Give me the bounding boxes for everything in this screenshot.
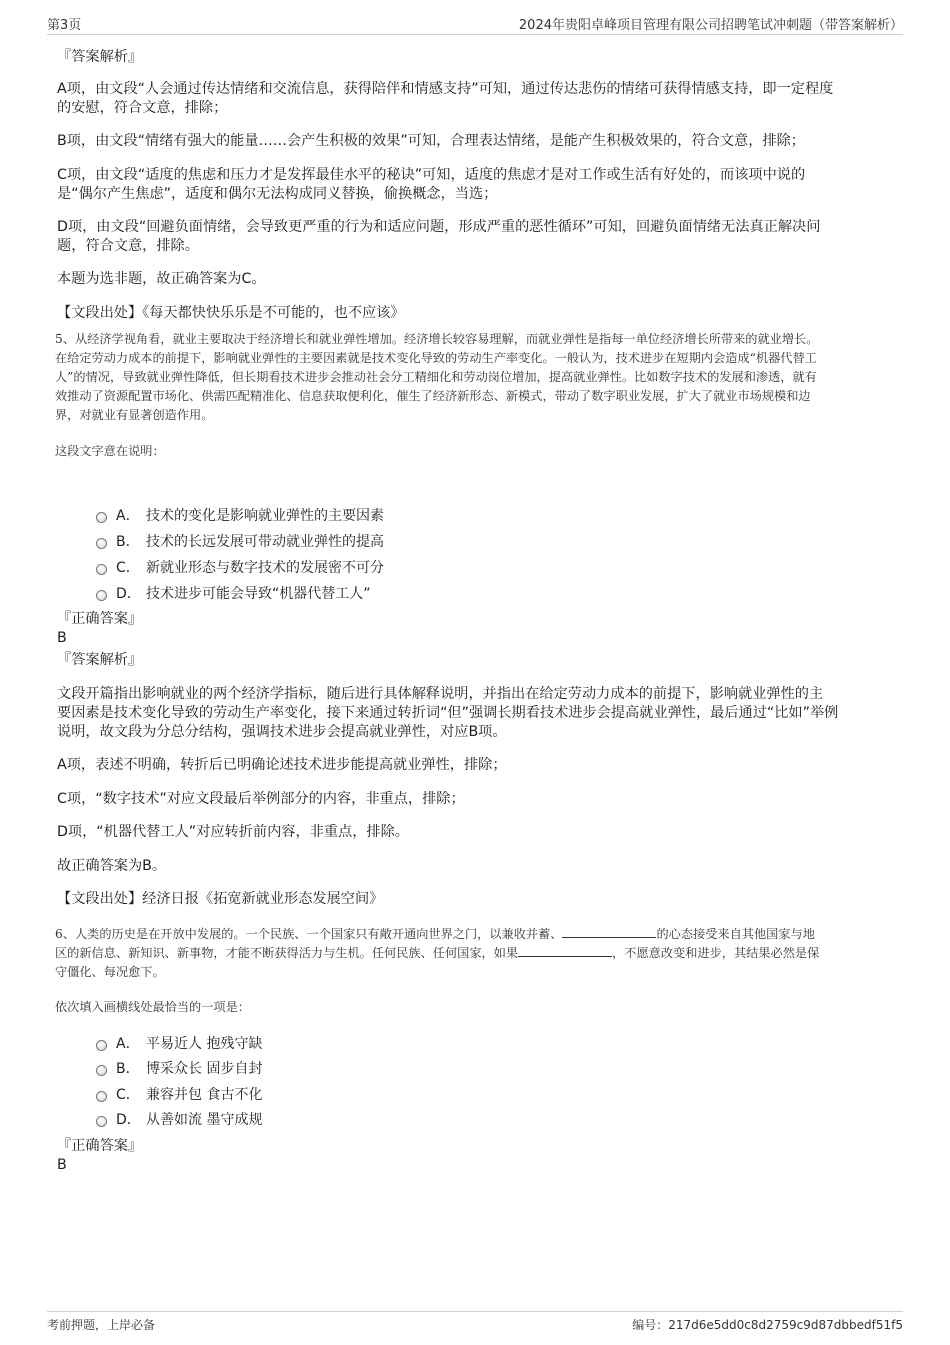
fill-blank-1: [562, 925, 656, 938]
radio-icon[interactable]: [96, 590, 107, 601]
radio-icon[interactable]: [96, 1040, 107, 1051]
radio-icon[interactable]: [96, 564, 107, 575]
q5-conclusion: 故正确答案为B。: [57, 858, 167, 874]
q5-question: 这段文字意在说明：: [55, 444, 165, 458]
radio-icon[interactable]: [96, 1065, 107, 1076]
radio-icon[interactable]: [96, 538, 107, 549]
document-code: 编号：217d6e5dd0c8d2759c9d87dbbedf51f5: [632, 1318, 903, 1332]
answer-analysis-label: 『答案解析』: [57, 49, 143, 65]
analysis-d-line2: 题，符合文意，排除。: [57, 238, 199, 254]
conclusion: 本题为选非题，故正确答案为C。: [57, 271, 266, 287]
q5-correct-answer: B: [57, 630, 67, 646]
q5-analysis-line3: 说明，故文段为分总分结构，强调技术进步会提高就业弹性，对应B项。: [57, 724, 507, 740]
q5-option-b[interactable]: B． 技术的长远发展可带动就业弹性的提高: [96, 530, 384, 552]
q5-correct-answer-label: 『正确答案』: [57, 611, 143, 627]
footer-slogan: 考前押题，上岸必备: [47, 1318, 156, 1332]
q5-note-d: D项，“机器代替工人”对应转折前内容，非重点，排除。: [57, 824, 409, 840]
q6-question: 依次填入画横线处最恰当的一项是：: [55, 1000, 250, 1014]
q6-option-d[interactable]: D． 从善如流 墨守成规: [96, 1108, 262, 1130]
page-number: 第3页: [47, 18, 82, 33]
radio-icon[interactable]: [96, 1116, 107, 1127]
q5-analysis-line1: 文段开篇指出影响就业的两个经济学指标，随后进行具体解释说明，并指出在给定劳动力成本的前提下，影响就业弹性的主: [57, 686, 824, 702]
analysis-c-line2: 是“偶尔产生焦虑”，适度和偶尔无法构成同义替换，偷换概念，当选；: [57, 186, 498, 202]
q5-option-d[interactable]: D． 技术进步可能会导致“机器代替工人”: [96, 582, 371, 604]
q5-passage-line5: 界，对就业有显著创造作用。: [55, 408, 214, 422]
page-header: [47, 14, 903, 35]
fill-blank-2: [518, 944, 612, 957]
q5-analysis-line2: 要因素是技术变化导致的劳动生产率变化，接下来通过转折词“但”强调长期看技术进步会提高就业弹性，最后通过“比如”举例: [57, 705, 839, 721]
q5-option-c[interactable]: C． 新就业形态与数字技术的发展密不可分: [96, 556, 384, 578]
analysis-c-line1: C项，由文段“适度的焦虑和压力才是发挥最佳水平的秘诀”可知，适度的焦虑才是对工作或生活有好处的，而该项中说的: [57, 167, 806, 183]
q6-correct-answer-label: 『正确答案』: [57, 1138, 143, 1154]
q5-passage-line3: 人”的情况，导致就业弹性降低，但长期看技术进步会推动社会分工精细化和劳动岗位增加，提高就业弹性。比如数字技术的发展和渗透，就有: [55, 370, 817, 384]
page-footer: [47, 1311, 903, 1338]
q5-note-c: C项，“数字技术”对应文段最后举例部分的内容，非重点，排除；: [57, 791, 465, 807]
q6-option-a[interactable]: A． 平易近人 抱残守缺: [96, 1032, 262, 1054]
q5-passage-line4: 效推动了资源配置市场化、供需匹配精准化、信息获取便利化，催生了经济新形态、新模式，带动了数字职业发展，扩大了就业市场规模和边: [55, 389, 811, 403]
analysis-a-line1: A项，由文段“人会通过传达情绪和交流信息，获得陪伴和情感支持”可知，通过传达悲伤的情绪可获得情感支持，即一定程度: [57, 81, 834, 97]
passage-source: 【文段出处】《每天都快快乐乐是不可能的，也不应该》: [57, 305, 405, 321]
analysis-b-line1: B项，由文段“情绪有强大的能量……会产生积极的效果”可知，合理表达情绪，是能产生积极效果的，符合文意，排除；: [57, 133, 805, 149]
q5-source: 【文段出处】经济日报《拓宽新就业形态发展空间》: [57, 891, 384, 907]
radio-icon[interactable]: [96, 1091, 107, 1102]
q5-option-a[interactable]: A． 技术的变化是影响就业弹性的主要因素: [96, 504, 384, 526]
q5-note-a: A项，表述不明确，转折后已明确论述技术进步能提高就业弹性，排除；: [57, 757, 507, 773]
q6-option-c[interactable]: C． 兼容并包 食古不化: [96, 1083, 262, 1105]
q6-passage-line1: 6、人类的历史是在开放中发展的。一个民族、一个国家只有敞开通向世界之门，以兼收并蓄、 的心态接受来自其他国家与地: [55, 927, 815, 941]
q5-analysis-label: 『答案解析』: [57, 652, 143, 668]
document-title: 2024年贵阳卓峰项目管理有限公司招聘笔试冲刺题（带答案解析）: [518, 18, 903, 33]
q5-passage-line1: 5、从经济学视角看，就业主要取决于经济增长和就业弹性增加。经济增长较容易理解，而就业弹性是指每一单位经济增长所带来的就业增长。: [55, 332, 819, 346]
q6-passage-line2: 区的新信息、新知识、新事物，才能不断获得活力与生机。任何民族、任何国家，如果 ，不愿意改变和进步，其结果必然是保: [55, 946, 820, 960]
q6-passage-line3: 守僵化、每况愈下。: [55, 965, 165, 979]
q5-passage-line2: 在给定劳动力成本的前提下，影响就业弹性的主要因素就是技术变化导致的劳动生产率变化。一般认为，技术进步在短期内会造成“机器代替工: [55, 351, 817, 365]
analysis-a-line2: 的安慰，符合文意，排除；: [57, 100, 228, 116]
q6-option-b[interactable]: B． 博采众长 固步自封: [96, 1057, 262, 1079]
analysis-d-line1: D项，由文段“回避负面情绪，会导致更严重的行为和适应问题，形成严重的恶性循环”可知，回避负面情绪无法真正解决问: [57, 219, 821, 235]
radio-icon[interactable]: [96, 512, 107, 523]
q6-correct-answer: B: [57, 1157, 67, 1173]
